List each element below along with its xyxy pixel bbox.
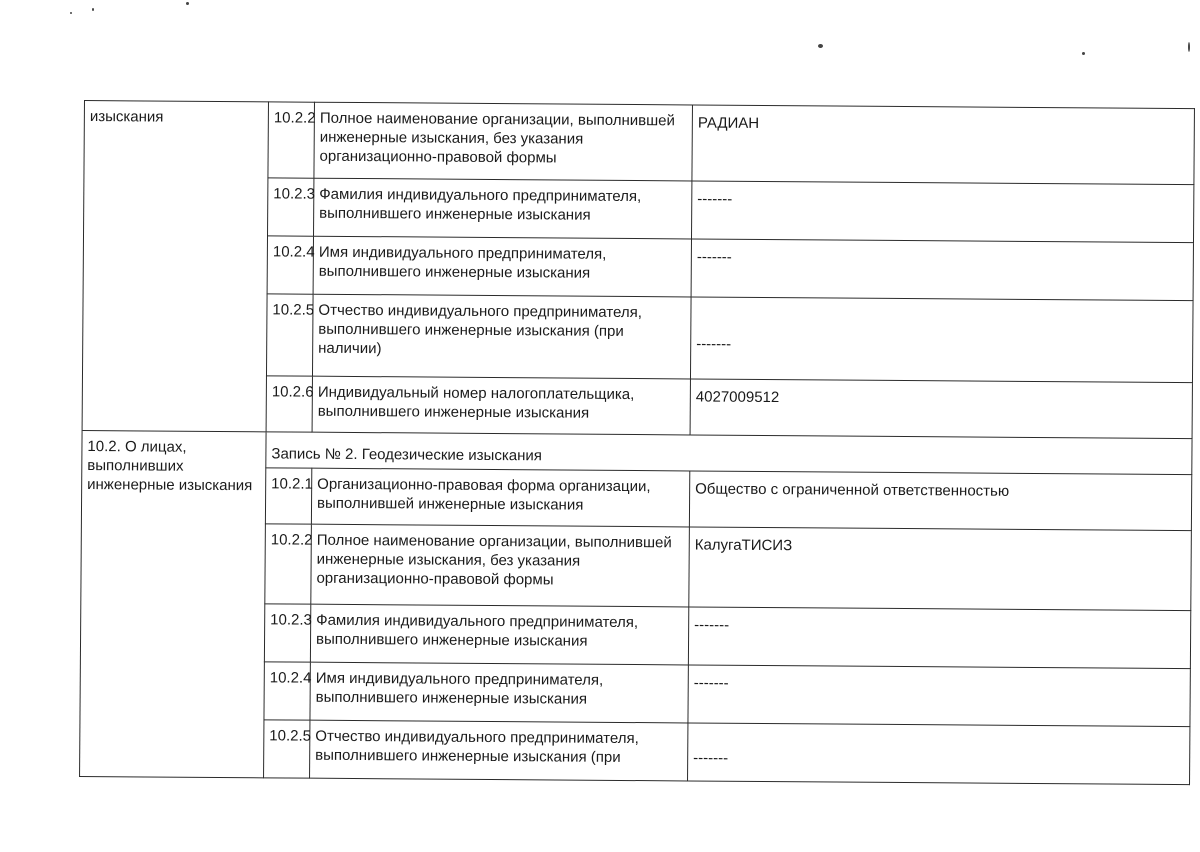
row-value: ------- — [688, 723, 1190, 785]
row-description: Имя индивидуального предпринимателя, выполнившего инженерные изыскания — [310, 662, 688, 723]
row-number: 10.2.1 — [265, 468, 311, 524]
row-value: ------- — [688, 607, 1190, 669]
row-description: Полное наименование организации, выполнившей инженерные изыскания, без указания организационно-правовой формы — [314, 102, 693, 181]
row-number: 10.2.6 — [266, 376, 312, 432]
row-description: Фамилия индивидуального предпринимателя, выполнившего инженерные изыскания — [310, 604, 688, 665]
row-description: Организационно-правовая форма организации, выполнившей инженерные изыскания — [311, 468, 689, 527]
document-table — [79, 100, 1195, 785]
row-number: 10.2.3 — [268, 178, 314, 236]
row-value: ------- — [688, 665, 1190, 727]
row-description: Отчество индивидуального предпринимателя, выполнившего инженерные изыскания (при наличии) — [312, 294, 691, 379]
section-title-top: изыскания — [82, 101, 268, 432]
scan-speck — [92, 8, 94, 11]
row-description: Полное наименование организации, выполнившей инженерные изыскания, без указания организационно-правовой формы — [311, 524, 690, 607]
row-description: Отчество индивидуального предпринимателя, выполнившего инженерные изыскания (при — [310, 720, 688, 781]
row-description: Индивидуальный номер налогоплательщика, выполнившего инженерные изыскания — [312, 376, 690, 435]
row-value: РАДИАН — [692, 105, 1195, 185]
scan-speck — [818, 44, 823, 48]
row-description: Имя индивидуального предпринимателя, выполнившего инженерные изыскания — [313, 236, 691, 297]
row-number: 10.2.5 — [264, 720, 310, 778]
scan-speck — [70, 12, 72, 14]
row-value: КалугаТИСИЗ — [689, 527, 1192, 611]
row-value: ------- — [690, 297, 1193, 383]
row-value: 4027009512 — [690, 379, 1192, 439]
table-row — [84, 101, 1195, 185]
row-number: 10.2.4 — [267, 236, 313, 294]
scan-speck — [186, 2, 189, 5]
row-number: 10.2.2 — [265, 524, 312, 604]
row-description: Фамилия индивидуального предпринимателя, выполнившего инженерные изыскания — [314, 178, 692, 239]
row-number: 10.2.3 — [264, 604, 310, 662]
row-value: ------- — [691, 239, 1193, 301]
row-value: ------- — [691, 181, 1193, 243]
section-title: 10.2. О лицах, выполнивших инженерные изыскания — [80, 430, 267, 777]
table-row — [82, 430, 1192, 474]
scan-speck — [1188, 42, 1190, 52]
row-number: 10.2.5 — [266, 294, 313, 376]
record-header: Запись № 2. Геодезические изыскания — [266, 432, 1192, 475]
scan-speck — [1082, 52, 1085, 55]
row-number: 10.2.4 — [264, 662, 310, 720]
row-value: Общество с ограниченной ответственностью — [689, 471, 1191, 531]
row-number: 10.2.2 — [268, 102, 315, 178]
